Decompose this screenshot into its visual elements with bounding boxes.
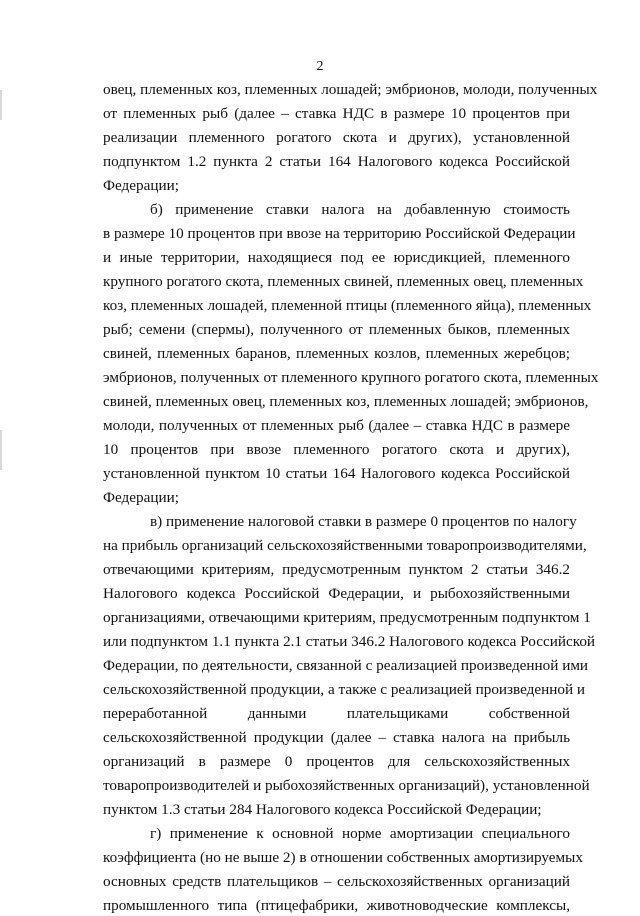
text-line: Федерации; [103,489,179,506]
text-line: эмбрионов, полученных от племенного крупного рогатого скота, племенных [103,369,599,386]
text-line: установленной пунктом 10 статьи 164 Налогового кодекса Российской [103,465,570,482]
text-line: рыб; семени (спермы), полученного от племенных быков, племенных [103,321,570,338]
text-line: в размере 10 процентов при ввозе на территорию Российской Федерации [103,225,576,242]
text-line: 10 процентов при ввозе племенного рогатого скота и других), [103,441,570,458]
text-line: организаций в размере 0 процентов для сельскохозяйственных [103,753,570,770]
text-line: промышленного типа (птицефабрики, животноводческие комплексы, [103,897,570,914]
text-line: отвечающими критериям, предусмотренным пунктом 2 статьи 346.2 [103,561,570,578]
text-line: крупного рогатого скота, племенных свиней, племенных овец, племенных [103,273,584,290]
text-line: реализации племенного рогатого скота и других), установленной [103,129,570,146]
paragraph-start-line: в) применение налоговой ставки в размере 0 процентов по налогу [150,513,577,530]
text-line: организациями, отвечающими критериям, предусмотренным подпунктом 1 [103,609,591,626]
text-line: товаропроизводителей и рыбохозяйственных организаций), установленной [103,777,590,794]
text-line: Налогового кодекса Российской Федерации, и рыбохозяйственными [103,585,570,602]
text-line: и иные территории, находящиеся под ее юрисдикцией, племенного [103,249,570,266]
text-line: сельскохозяйственной продукции (далее – ставка налога на прибыль [103,729,570,746]
text-line: от племенных рыб (далее – ставка НДС в размере 10 процентов при [103,105,570,122]
text-line: переработанной данными плательщиками собственной [103,705,570,722]
text-line: на прибыль организаций сельскохозяйственными товаропроизводителями, [103,537,587,554]
text-line: Федерации; [103,177,179,194]
text-line: пунктом 1.3 статьи 284 Налогового кодекса Российской Федерации; [103,801,542,818]
text-line: Федерации, по деятельности, связанной с реализацией произведенной ими [103,657,589,674]
scan-edge-mark [0,90,2,120]
text-line: подпунктом 1.2 пункта 2 статьи 164 Налогового кодекса Российской [103,153,570,170]
text-line: коэффициента (но не выше 2) в отношении собственных амортизируемых [103,849,583,866]
paragraph-start-line: б) применение ставки налога на добавленную стоимость [150,201,570,218]
text-line: или подпунктом 1.1 пункта 2.1 статьи 346.2 Налогового кодекса Российской [103,633,596,650]
text-line: молоди, полученных от племенных рыб (далее – ставка НДС в размере [103,417,570,434]
text-line: свиней, племенных овец, племенных коз, племенных лошадей; эмбрионов, [103,393,589,410]
text-line: овец, племенных коз, племенных лошадей; эмбрионов, молоди, полученных [103,81,598,98]
page-number: 2 [316,59,324,74]
scan-edge-mark [0,430,2,470]
text-line: коз, племенных лошадей, племенной птицы (племенного яйца), племенных [103,297,592,314]
paragraph-start-line: г) применение к основной норме амортизации специального [150,825,570,842]
text-line: сельскохозяйственной продукции, а также с реализацией произведенной и [103,681,586,698]
text-line: свиней, племенных баранов, племенных козлов, племенных жеребцов; [103,345,570,362]
text-line: основных средств плательщиков – сельскохозяйственных организаций [103,873,570,890]
